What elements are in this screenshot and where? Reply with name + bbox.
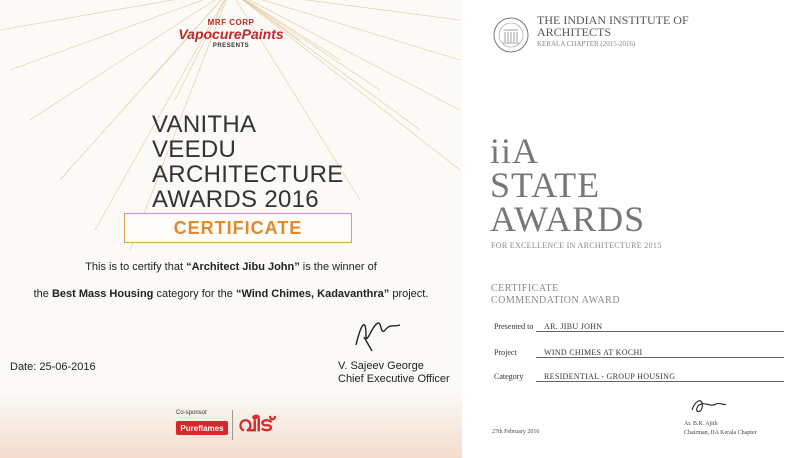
certificate-label-box xyxy=(124,213,352,243)
certificate-heading-line: COMMENDATION AWARD xyxy=(491,295,621,306)
field-underline xyxy=(536,381,784,382)
big-title-line: AWARDS xyxy=(490,199,646,239)
award-title-line: ARCHITECTURE xyxy=(152,161,344,188)
field-label: Category xyxy=(494,372,524,381)
category-line xyxy=(0,288,462,300)
vapocure-sponsor-logo xyxy=(176,18,286,49)
institute-chapter: KERALA CHAPTER (2015-2016) xyxy=(537,40,636,48)
signer-name: V. Sajeev George xyxy=(338,360,424,372)
pureflames-logo xyxy=(176,421,228,435)
category-name: Best Mass Housing xyxy=(51,288,154,300)
category-suffix: project. xyxy=(389,288,429,300)
sponsor-divider xyxy=(232,410,233,440)
institute-name-line: THE INDIAN INSTITUTE OF xyxy=(537,13,689,27)
project-name: “Wind Chimes, Kadavanthra” xyxy=(235,288,390,300)
field-value: WIND CHIMES AT KOCHI xyxy=(544,348,643,357)
recipient-name: “Architect Jibu John” xyxy=(186,261,300,273)
big-title-line: STATE xyxy=(490,165,601,205)
field-value: RESIDENTIAL - GROUP HOUSING xyxy=(544,372,676,381)
certify-prefix: This is to certify that xyxy=(85,261,187,273)
award-title-line: AWARDS 2016 xyxy=(152,186,319,213)
institute-name-line: ARCHITECTS xyxy=(537,25,612,39)
certificate-date: Date: 25-06-2016 xyxy=(10,361,96,373)
award-title-line: VANITHA xyxy=(152,111,257,138)
certificate-heading xyxy=(491,283,620,307)
vanitha-veedu-logo: വീട് xyxy=(238,414,274,436)
ceo-signature xyxy=(352,315,402,355)
chairman-signature xyxy=(688,394,728,418)
iia-certificate xyxy=(462,0,800,458)
certify-line xyxy=(0,261,462,273)
award-title-line: VEEDU xyxy=(152,136,237,163)
excellence-line: FOR EXCELLENCE IN ARCHITECTURE 2015 xyxy=(491,241,662,250)
chairman-title: Chairman, IIA Kerala Chapter xyxy=(684,430,757,436)
field-label: Presented to xyxy=(494,322,534,331)
presented-to-field xyxy=(494,318,784,332)
certificate-label: CERTIFICATE xyxy=(173,217,303,238)
category-mid: category for the xyxy=(153,288,236,300)
iia-date: 27th February 2016 xyxy=(492,429,540,435)
certify-suffix: is the winner of xyxy=(299,261,377,273)
category-field xyxy=(494,368,784,382)
chairman-name: Ar. B.R. Ajith xyxy=(684,421,718,427)
institute-name xyxy=(537,14,689,38)
big-title-line: iiA xyxy=(490,131,540,171)
iia-state-awards-title xyxy=(490,131,646,239)
vapocure-paints-brand: VapocurePaints xyxy=(178,26,284,42)
field-value: AR. JIBU JOHN xyxy=(544,322,603,331)
field-underline xyxy=(536,357,784,358)
mrf-corp-label: MRF CORP xyxy=(207,18,255,27)
field-underline xyxy=(536,331,784,332)
field-label: Project xyxy=(494,348,517,357)
cosponsor-label: Co-sponsor xyxy=(176,410,208,416)
bottom-band xyxy=(0,392,462,458)
award-title xyxy=(152,112,372,212)
project-field xyxy=(494,344,784,358)
iia-seal-icon xyxy=(492,16,530,54)
signer-title: Chief Executive Officer xyxy=(338,373,450,385)
category-prefix: the xyxy=(33,288,52,300)
certificate-heading-line: CERTIFICATE xyxy=(491,283,559,294)
presents-label: PRESENTS xyxy=(212,43,250,49)
pureflames-brand: Pureflames xyxy=(180,423,224,433)
